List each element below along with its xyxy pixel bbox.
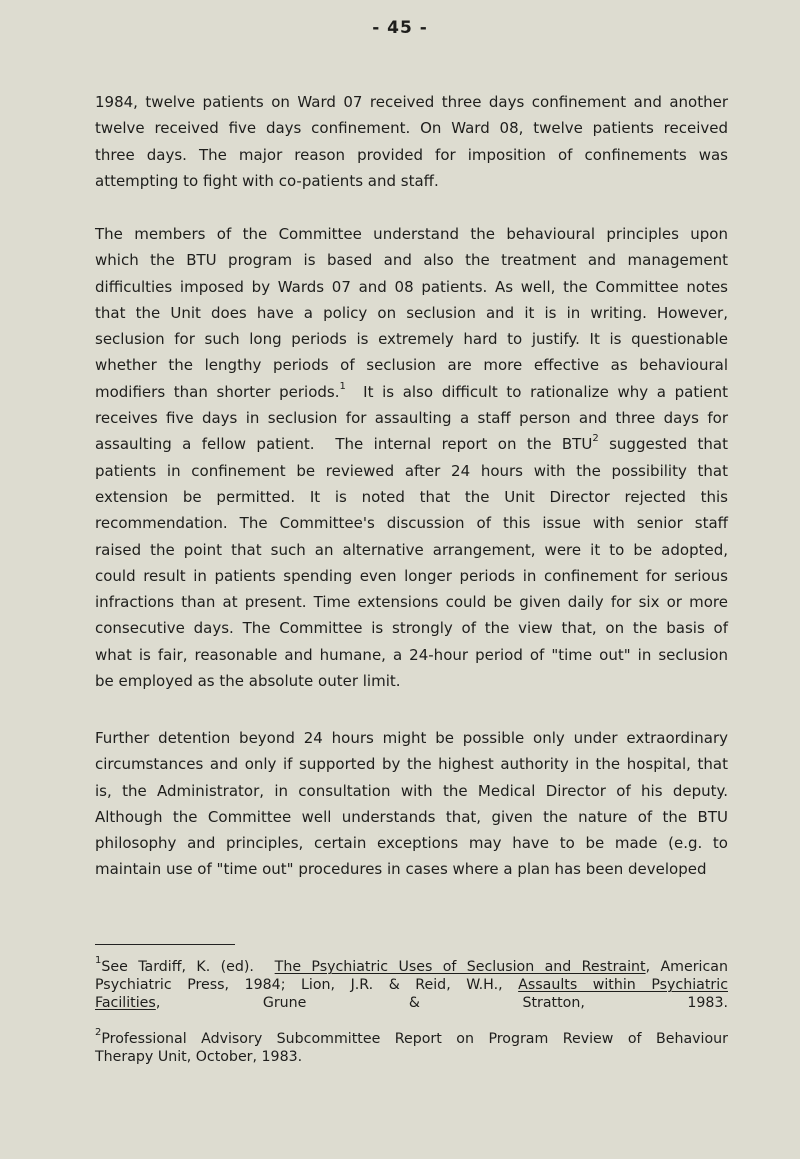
text-line: 1984, twelve patients on Ward 07 received three days confinement and another	[95, 93, 728, 111]
text-segment: , American	[645, 959, 728, 975]
cited-title: The Psychiatric Uses of Seclusion and Restraint	[274, 959, 646, 975]
paragraph-committee-view	[95, 221, 728, 694]
text-line: what is fair, reasonable and humane, a 24-hour period of "time out" in seclusion	[95, 645, 728, 664]
cited-title: Facilities	[95, 995, 156, 1011]
text-segment: , Grune & Stratton, 1983.	[155, 995, 728, 1011]
text-line: The members of the Committee understand the behavioural principles upon	[95, 225, 728, 243]
text-line: attempting to fight with co-patients and staff.	[95, 171, 439, 190]
text-line	[95, 955, 728, 976]
footnote-marker: 1	[339, 380, 346, 392]
footnote-marker: 1	[95, 955, 102, 967]
text-segment: It is also difficult to rationalize why a patient	[345, 382, 728, 401]
footnote-marker: 2	[592, 433, 599, 445]
text-line: receives five days in seclusion for assaulting a staff person and three days for	[95, 409, 728, 428]
text-line	[95, 431, 728, 457]
text-line: philosophy and principles, certain exceptions may have to be made (e.g. to	[95, 834, 728, 853]
text-line: which the BTU program is based and also the treatment and management	[95, 251, 728, 270]
paragraph-further-detention	[95, 725, 728, 883]
text-line: recommendation. The Committee's discussion of this issue with senior staff	[95, 514, 728, 533]
text-line	[95, 1027, 728, 1048]
text-line: patients in confinement be reviewed after 24 hours with the possibility that	[95, 461, 728, 480]
page-number: - 45 -	[372, 18, 428, 38]
text-line: circumstances and only if supported by the highest authority in the hospital, that	[95, 755, 728, 774]
text-line: Therapy Unit, October, 1983.	[95, 1049, 303, 1065]
text-line	[95, 994, 728, 1012]
text-line: infractions than at present. Time extensions could be given daily for six or more	[95, 593, 728, 612]
paragraph-confinement-stats	[95, 89, 728, 194]
text-line: Further detention beyond 24 hours might be possible only under extraordinary	[95, 729, 728, 747]
text-segment: Psychiatric Press, 1984; Lion, J.R. & Reid, W.H.,	[95, 977, 519, 993]
text-line: Although the Committee well understands that, given the nature of the BTU	[95, 807, 728, 826]
cited-title: Assaults within Psychiatric	[518, 977, 728, 993]
text-segment: suggested that	[598, 435, 728, 454]
text-line: that the Unit does have a policy on seclusion and it is in writing. However,	[95, 303, 728, 322]
text-segment: Professional Advisory Subcommittee Report on Program Review of Behaviour	[101, 1031, 728, 1047]
text-line: three days. The major reason provided for imposition of confinements was	[95, 145, 728, 164]
text-line: maintain use of "time out" procedures in cases where a plan has been developed	[95, 860, 707, 879]
footnote-divider	[95, 944, 235, 945]
text-segment: modifiers than shorter periods.	[95, 382, 340, 401]
footnote-2	[95, 1027, 728, 1066]
text-segment: See Tardiff, K. (ed).	[101, 959, 275, 975]
text-line: twelve received five days confinement. On Ward 08, twelve patients received	[95, 119, 728, 138]
footnote-1	[95, 955, 728, 1012]
text-line	[95, 379, 728, 405]
text-line: difficulties imposed by Wards 07 and 08 patients. As well, the Committee notes	[95, 277, 728, 296]
text-line: whether the lengthy periods of seclusion are more effective as behavioural	[95, 356, 728, 375]
text-line	[95, 976, 728, 994]
text-segment: assaulting a fellow patient. The internal report on the BTU	[95, 435, 593, 454]
text-line: consecutive days. The Committee is strongly of the view that, on the basis of	[95, 619, 728, 638]
text-line: raised the point that such an alternative arrangement, were it to be adopted,	[95, 540, 728, 559]
text-line: is, the Administrator, in consultation with the Medical Director of his deputy.	[95, 781, 728, 800]
text-line: could result in patients spending even longer periods in confinement for serious	[95, 566, 728, 585]
text-line: extension be permitted. It is noted that the Unit Director rejected this	[95, 487, 728, 506]
text-line: seclusion for such long periods is extremely hard to justify. It is questionable	[95, 330, 728, 349]
text-line: be employed as the absolute outer limit.	[95, 672, 401, 691]
footnote-marker: 2	[95, 1027, 102, 1039]
